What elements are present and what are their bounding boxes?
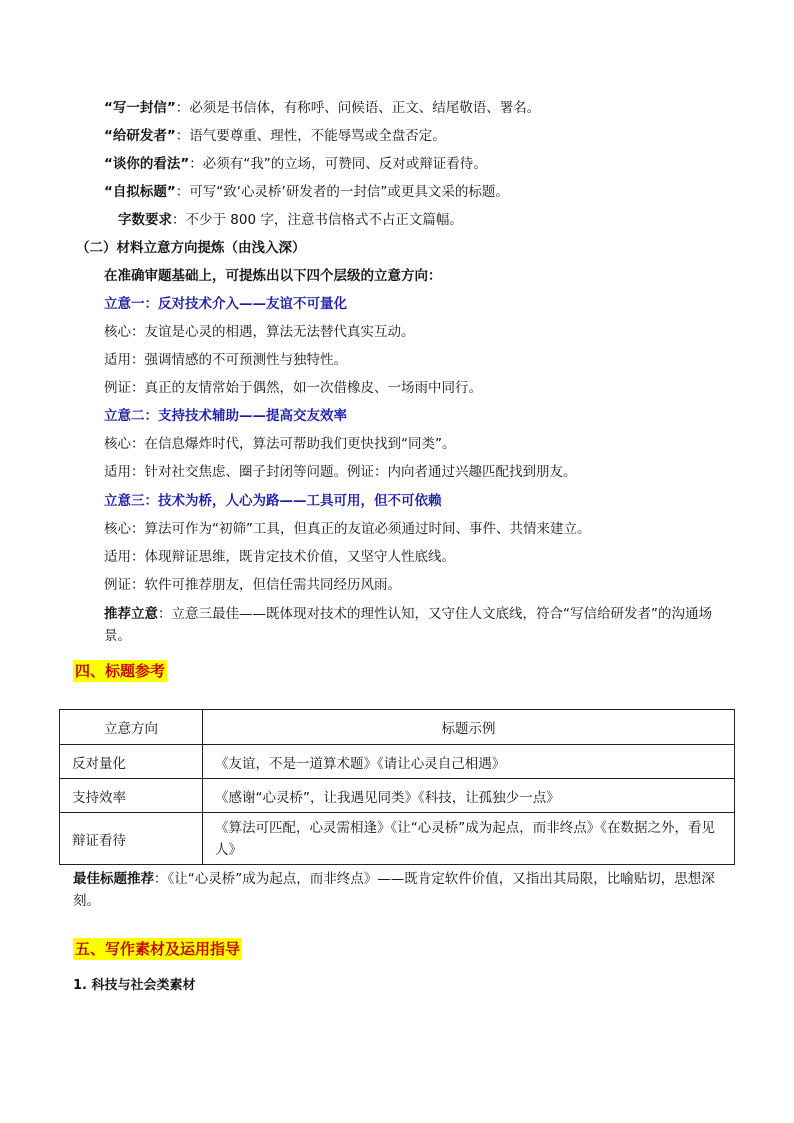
requirement-line	[104, 154, 487, 174]
idea-key: 例证	[104, 380, 131, 396]
table-cell: 辩证看待	[60, 813, 203, 865]
idea-line	[104, 434, 456, 454]
subsection-title: 1. 科技与社会类素材	[73, 978, 196, 993]
idea-line	[104, 378, 482, 398]
best-title-recommendation	[73, 868, 733, 912]
section2-intro: 在准确审题基础上，可提炼出以下四个层级的立意方向：	[104, 268, 442, 284]
best-title-text: ：《让“心灵桥”成为起点，而非终点》——既肯定软件价值，又指出其局限，比喻贴切，思想深刻。	[73, 871, 715, 909]
requirement-key: “自拟标题”	[104, 184, 176, 200]
idea-title: 立意二：支持技术辅助——提高交友效率	[104, 408, 347, 424]
idea-text: ：体现辩证思维，既肯定技术价值，又坚守人性底线。	[131, 549, 455, 565]
table-header-cell: 立意方向	[60, 710, 203, 745]
section2-title: （二）材料立意方向提炼（由浅入深）	[76, 240, 306, 256]
word-req-key: 字数要求	[118, 212, 172, 228]
table-row	[60, 813, 735, 865]
requirement-text: ：可写“致‘心灵桥’研发者的一封信”或更具文采的标题。	[175, 184, 509, 200]
table-cell: 《感谢“心灵桥”，让我遇见同类》《科技，让孤独少一点》	[203, 779, 735, 813]
word-req-text: ：不少于 800 字，注意书信格式不占正文篇幅。	[172, 212, 463, 228]
recommend-key: 推荐立意	[104, 606, 158, 622]
idea-key: 核心	[104, 436, 131, 452]
idea-text: ：真正的友情常始于偶然，如一次借橡皮、一场雨中同行。	[131, 380, 482, 396]
idea-text: ：针对社交焦虑、圈子封闭等问题。例证：内向者通过兴趣匹配找到朋友。	[131, 464, 577, 480]
idea-title: 立意三：技术为桥，人心为路——工具可用，但不可依赖	[104, 493, 442, 509]
best-title-key: 最佳标题推荐	[73, 871, 154, 887]
requirement-key: “给研发者”	[104, 128, 176, 144]
idea-key: 核心	[104, 324, 131, 340]
requirement-text: ：必须有“我”的立场，可赞同、反对或辩证看待。	[189, 156, 487, 172]
table-header-row	[60, 710, 735, 745]
table-cell: 《算法可匹配，心灵需相逢》《让“心灵桥”成为起点，而非终点》《在数据之外，看见人》	[203, 813, 735, 865]
table-header-cell: 标题示例	[203, 710, 735, 745]
recommendation	[104, 603, 734, 647]
requirement-line	[104, 182, 509, 202]
idea-text: ：算法可作为“初筛”工具，但真正的友谊必须通过时间、事件、共情来建立。	[131, 521, 591, 537]
idea-key: 适用	[104, 549, 131, 565]
idea-text: ：在信息爆炸时代，算法可帮助我们更快找到“同类”。	[131, 436, 456, 452]
table-row	[60, 779, 735, 813]
idea-text: ：软件可推荐朋友，但信任需共同经历风雨。	[131, 577, 401, 593]
table-cell: 支持效率	[60, 779, 203, 813]
requirement-key: “写一封信”	[104, 100, 176, 116]
requirement-text: ：必须是书信体，有称呼、问候语、正文、结尾敬语、署名。	[175, 100, 541, 116]
idea-line	[104, 547, 455, 567]
idea-key: 核心	[104, 521, 131, 537]
idea-title: 立意一：反对技术介入——友谊不可量化	[104, 296, 347, 312]
idea-key: 例证	[104, 577, 131, 593]
word-requirement	[118, 210, 463, 230]
table-cell: 反对量化	[60, 745, 203, 779]
table-row	[60, 745, 735, 779]
idea-key: 适用	[104, 464, 131, 480]
idea-text: ：友谊是心灵的相遇，算法无法替代真实互动。	[131, 324, 415, 340]
idea-key: 适用	[104, 352, 131, 368]
idea-line	[104, 350, 347, 370]
requirement-key: “谈你的看法”	[104, 156, 190, 172]
idea-line	[104, 462, 577, 482]
idea-line	[104, 322, 415, 342]
requirement-line	[104, 98, 540, 118]
idea-text: ：强调情感的不可预测性与独特性。	[131, 352, 347, 368]
table-cell: 《友谊，不是一道算术题》《请让心灵自己相遇》	[203, 745, 735, 779]
section5-heading: 五、写作素材及运用指导	[75, 940, 241, 958]
idea-line	[104, 575, 401, 595]
section4-heading: 四、标题参考	[75, 662, 166, 680]
title-reference-table	[59, 709, 735, 865]
recommend-text: ：立意三最佳——既体现对技术的理性认知，又守住人文底线，符合“写信给研发者”的沟通场景。	[104, 606, 712, 644]
idea-line	[104, 519, 591, 539]
requirement-text: ：语气要尊重、理性，不能辱骂或全盘否定。	[175, 128, 446, 144]
requirement-line	[104, 126, 446, 146]
